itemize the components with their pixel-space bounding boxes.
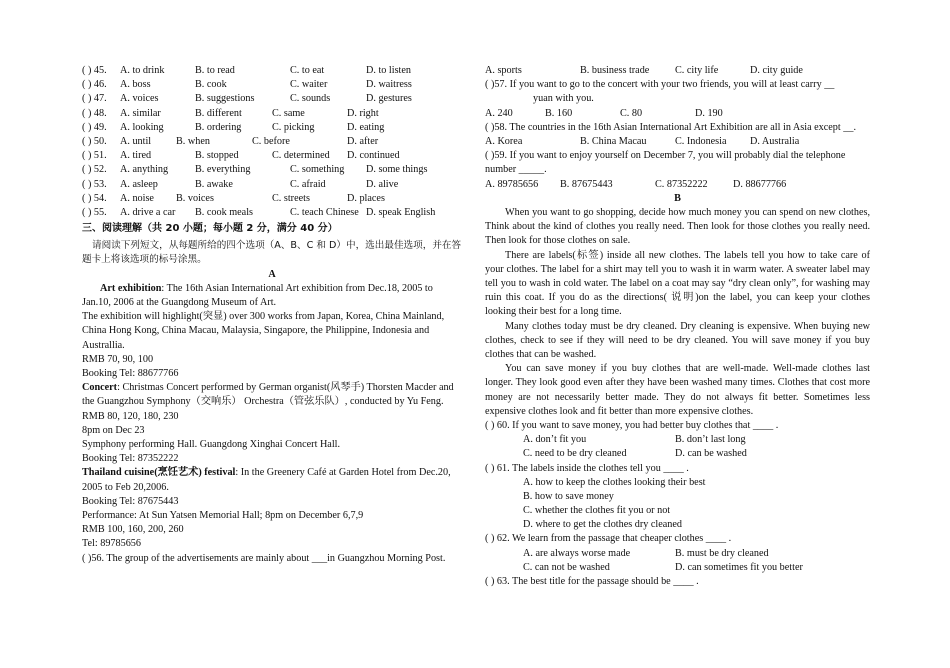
cloze-option-row (82, 178, 462, 192)
q58-option-d: D. Australia (750, 135, 800, 147)
option-b: B. ordering (195, 121, 242, 133)
option-b: B. everything (195, 164, 251, 176)
option-d: D. places (347, 192, 385, 204)
left-column (82, 64, 462, 566)
thai-performance: Performance: At Sun Yatsen Memorial Hall; 8pm on December 6,7,9 (82, 509, 364, 521)
option-d: D. to listen (366, 65, 411, 76)
thai-cuisine-text: : In the Greenery Café at Garden Hotel from Dec.20, 2005 to Feb 20,2006. (82, 467, 451, 493)
q56-option-c: C. city life (675, 65, 719, 76)
reading-instructions: 请阅读下列短文，从每题所给的四个选项（A、B、C 和 D）中，选出最佳选项，并在答题卡上将该选项的标号涂黑。 (82, 240, 462, 266)
option-c: C. picking (272, 121, 315, 133)
thai-cuisine-ad (82, 466, 462, 494)
q58-options (485, 135, 870, 149)
option-b: B. when (176, 135, 210, 147)
passage-b-paragraph-4: You can save money if you buy clothes that are well-made. Well-made clothes last longer. They look good even after they have been washed many times. Clothes that cost more money are not necessarily better made. They do not always fit better. Sometimes less expensive clothes look and fit better than more expensive clothes. (485, 363, 870, 417)
cloze-options-list (82, 64, 462, 220)
option-a: A. asleep (120, 178, 158, 190)
option-c: C. afraid (290, 178, 326, 190)
q60-option-d: D. can be washed (675, 448, 747, 460)
art-booking-tel: Booking Tel: 88677766 (82, 368, 179, 380)
q57-option-c: C. 80 (620, 107, 643, 119)
art-exhibition-detail: The exhibition will highlight(突显) over 300 works from Japan, Korea, China Mainland, China Hong Kong, China Macau, Malaysia, Singapore, the Philippine, Indonesia and Australlia. (82, 311, 445, 351)
art-exhibition-title: Art exhibition (100, 282, 162, 294)
concert-booking-tel: Booking Tel: 87352222 (82, 453, 179, 465)
q59-option-d: D. 88677766 (733, 178, 787, 190)
concert-text: : Christmas Concert performed by German organist(风琴手) Thorsten Macder and the Guangzhou Symphony（交响乐） Orchestra（管弦乐队）, conducted by Yu Feng. (82, 382, 454, 408)
question-number: ( ) 51. (82, 150, 107, 162)
q60-options-row-1 (485, 433, 870, 447)
option-c: C. teach Chinese (290, 206, 359, 218)
option-b: B. suggestions (195, 93, 255, 105)
q58-option-b: B. China Macau (580, 135, 647, 147)
cloze-option-row (82, 135, 462, 149)
section-title: 三、阅读理解（共 20 小题；每小题 2 分，满分 40 分） (82, 223, 338, 235)
question-60: ( ) 60. If you want to save money, you had better buy clothes that ____ . (485, 419, 779, 431)
option-a: A. boss (120, 79, 151, 91)
option-c: C. before (252, 135, 290, 147)
thai-cuisine-title: Thailand cuisine(烹饪艺术) festival (82, 467, 236, 479)
question-number: ( ) 45. (82, 65, 107, 76)
option-b: B. awake (195, 178, 233, 190)
option-d: D. after (347, 135, 379, 147)
concert-price: RMB 80, 120, 180, 230 (82, 410, 179, 422)
question-62: ( ) 62. We learn from the passage that cheaper clothes ____ . (485, 533, 732, 545)
option-d: D. gestures (366, 93, 412, 105)
question-63: ( ) 63. The best title for the passage should be ____ . (485, 576, 699, 588)
option-c: C. something (290, 164, 345, 176)
q57-option-b: B. 160 (545, 107, 573, 119)
cloze-option-row (82, 192, 462, 206)
q57-option-a: A. 240 (485, 107, 513, 119)
q61-option-b: B. how to save money (523, 490, 614, 502)
passage-b-paragraph-3: Many clothes today must be dry cleaned. Dry cleaning is expensive. When buying new clothes, check to see if they will need to be dry cleaned. You will save money if you buy clothes that can be washed. (485, 320, 870, 360)
q56-options (485, 64, 870, 78)
option-d: D. continued (347, 150, 400, 162)
question-number: ( ) 49. (82, 121, 107, 133)
option-a: A. voices (120, 93, 159, 105)
question-56: ( )56. The group of the advertisements are mainly about ___in Guangzhou Morning Post. (82, 552, 446, 564)
concert-time: 8pm on Dec 23 (82, 424, 145, 436)
thai-price: RMB 100, 160, 200, 260 (82, 524, 184, 536)
question-number: ( ) 53. (82, 178, 107, 190)
option-a: A. until (120, 135, 152, 147)
cloze-option-row (82, 64, 462, 78)
q57-option-d: D. 190 (695, 107, 723, 119)
option-b: B. cook meals (195, 206, 254, 218)
option-b: B. voices (176, 192, 214, 204)
option-b: B. cook (195, 79, 227, 91)
question-number: ( ) 48. (82, 107, 107, 119)
cloze-option-row (82, 149, 462, 163)
option-a: A. anything (120, 164, 169, 176)
option-a: A. similar (120, 107, 161, 119)
question-57-cont: yuan with you. (533, 93, 594, 105)
question-number: ( ) 50. (82, 135, 107, 147)
option-c: C. to eat (290, 65, 325, 76)
concert-place: Symphony performing Hall. Guangdong Xinghai Concert Hall. (82, 439, 341, 451)
art-exhibition-ad (82, 282, 462, 310)
q56-option-d: D. city guide (750, 65, 803, 76)
q56-option-b: B. business trade (580, 65, 650, 76)
q59-option-c: C. 87352222 (655, 178, 708, 190)
option-a: A. noise (120, 192, 154, 204)
option-a: A. drive a car (120, 206, 176, 218)
q62-options-row-2 (485, 561, 870, 575)
question-59: ( )59. If you want to enjoy yourself on December 7, you will probably dial the telephone number _____. (485, 150, 846, 176)
option-b: B. different (195, 107, 242, 119)
cloze-option-row (82, 121, 462, 135)
concert-title: Concert (82, 382, 118, 394)
q59-option-a: A. 89785656 (485, 178, 539, 190)
q58-option-c: C. Indonesia (675, 135, 727, 147)
passage-b-paragraph-1: When you want to go shopping, decide how much money you can spend on new clothes, Think about the kind of clothes you really need. Then look for those clothes you really need. Then look for those clothes on sale. (485, 206, 870, 247)
option-c: C. determined (272, 150, 330, 162)
q62-option-b: B. must be dry cleaned (675, 547, 769, 559)
option-c: C. streets (272, 192, 310, 204)
cloze-option-row (82, 107, 462, 121)
thai-tel: Tel: 89785656 (82, 538, 141, 550)
q60-options-row-2 (485, 447, 870, 461)
option-d: D. alive (366, 178, 399, 190)
option-d: D. right (347, 107, 379, 119)
option-d: D. some things (366, 164, 428, 176)
passage-a-label: A (268, 268, 276, 280)
q61-option-c: C. whether the clothes fit you or not (523, 505, 671, 517)
q57-options (485, 107, 870, 121)
question-58: ( )58. The countries in the 16th Asian International Art Exhibition are all in Asia except __. (485, 121, 857, 133)
q56-option-a: A. sports (485, 65, 522, 76)
option-a: A. to drink (120, 65, 165, 76)
option-b: B. to read (195, 65, 235, 76)
option-d: D. eating (347, 121, 385, 133)
question-number: ( ) 46. (82, 79, 107, 91)
q61-option-d: D. where to get the clothes dry cleaned (523, 519, 682, 531)
cloze-option-row (82, 78, 462, 92)
q59-options (485, 178, 870, 192)
passage-b-label: B (674, 192, 681, 204)
question-61: ( ) 61. The labels inside the clothes tell you ____ . (485, 462, 689, 474)
option-d: D. waitress (366, 79, 412, 91)
q62-option-c: C. can not be washed (523, 561, 610, 573)
question-number: ( ) 54. (82, 192, 107, 204)
q59-option-b: B. 87675443 (560, 178, 613, 190)
art-price: RMB 70, 90, 100 (82, 353, 154, 365)
q60-option-c: C. need to be dry cleaned (523, 448, 627, 460)
concert-ad (82, 381, 462, 409)
art-exhibition-text: : The 16th Asian International Art exhibition from Dec.18, 2005 to Jan.10, 2006 at the Guangdong Museum of Art. (82, 282, 433, 309)
q62-option-d: D. can sometimes fit you better (675, 561, 803, 573)
cloze-option-row (82, 92, 462, 106)
option-c: C. same (272, 107, 305, 119)
question-number: ( ) 52. (82, 164, 107, 176)
thai-booking-tel: Booking Tel: 87675443 (82, 495, 179, 507)
option-c: C. sounds (290, 93, 331, 105)
right-column (485, 64, 870, 589)
question-57: ( )57. If you want to go to the concert with your two friends, you will at least carry __ (485, 79, 835, 91)
option-a: A. looking (120, 121, 164, 133)
cloze-option-row (82, 206, 462, 220)
option-d: D. speak English (366, 206, 436, 218)
question-number: ( ) 55. (82, 206, 107, 218)
passage-b-paragraph-2: There are labels(标签) inside all new clothes. The labels tell you how to take care of your clothes. The label for a shirt may tell you to wash it in warm water. A sweater label may tell you to wash in cold water. The label on a coat may say “dry clean only”, for washing may ruin this coat. If you do as the directions( 说明)on the label, you can keep your clothes looking their best for a long time. (485, 249, 870, 318)
option-a: A. tired (120, 150, 152, 162)
q62-options-row-1 (485, 547, 870, 561)
q61-option-a: A. how to keep the clothes looking their best (523, 476, 706, 488)
q58-option-a: A. Korea (485, 135, 523, 147)
option-b: B. stopped (195, 150, 239, 162)
q60-option-b: B. don’t last long (675, 434, 746, 446)
question-number: ( ) 47. (82, 93, 107, 105)
q62-option-a: A. are always worse made (523, 547, 631, 559)
cloze-option-row (82, 163, 462, 177)
q60-option-a: A. don’t fit you (523, 434, 587, 446)
option-c: C. waiter (290, 79, 328, 91)
